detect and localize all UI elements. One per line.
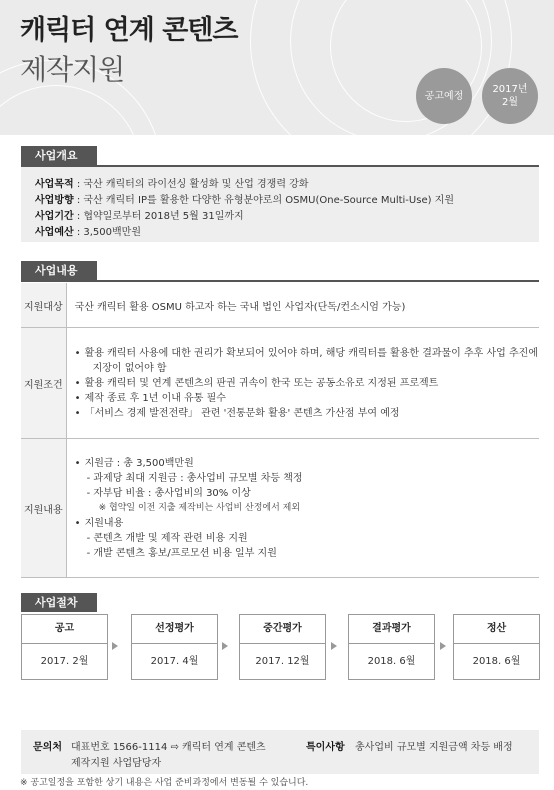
- row-label-target: 지원대상: [21, 283, 66, 328]
- section-label-content: 사업내용: [21, 261, 97, 280]
- process-step: [453, 614, 540, 680]
- contact-box: [21, 730, 539, 774]
- process-step-name: 선정평가: [132, 615, 217, 644]
- list-subitem: - 콘텐츠 개발 및 제작 관련 비용 지원: [86, 532, 248, 544]
- arrow-right-icon: [440, 642, 446, 650]
- process-step: [239, 614, 326, 680]
- special-label: 특이사항: [306, 742, 345, 753]
- list-subitem: - 과제당 최대 지원금 : 총사업비 규모별 차등 책정: [86, 472, 303, 484]
- section-label-overview: 사업개요: [21, 146, 97, 165]
- process-step-name: 중간평가: [240, 615, 325, 644]
- contact-line1: 대표번호 1566-1114 ⇨ 캐릭터 연계 콘텐츠: [71, 742, 266, 753]
- process-step-date: 2017. 12월: [255, 656, 310, 667]
- overview-row: 사업기간 : 협약일로부터 2018년 5월 31일까지: [35, 211, 244, 222]
- header-banner: [0, 0, 554, 135]
- date-badge-month: 2월: [501, 97, 519, 108]
- list-note: ※ 협약일 이전 지출 제작비는 사업비 산정에서 제외: [98, 502, 301, 513]
- list-subitem: - 개발 콘텐츠 홍보/프로모션 비용 일부 지원: [86, 547, 277, 559]
- process-step-date: 2017. 2월: [40, 656, 89, 667]
- list-item: • 활용 캐릭터 및 연계 콘텐츠의 판권 귀속이 한국 또는 공동소유로 지정된 프로젝트: [75, 376, 538, 391]
- process-step-date: 2018. 6월: [367, 656, 416, 667]
- contact-line2: 제작지원 사업담당자: [71, 758, 162, 769]
- process-step-date: 2017. 4월: [150, 656, 199, 667]
- overview-box: [21, 167, 539, 242]
- list-item: • 지원금 : 총 3,500백만원: [75, 456, 538, 471]
- date-badge: [482, 68, 538, 124]
- table-row: [21, 328, 539, 439]
- section-label-process: 사업절차: [21, 593, 97, 612]
- arrow-right-icon: [112, 642, 118, 650]
- process-step: [131, 614, 218, 680]
- process-step: [21, 614, 108, 680]
- list-item: • 제작 종료 후 1년 이내 유통 필수: [75, 391, 538, 406]
- list-subitem: - 자부담 비율 : 총사업비의 30% 이상: [86, 487, 251, 499]
- row-value-support: [66, 439, 539, 578]
- list-item: • 활용 캐릭터 사용에 대한 권리가 확보되어 있어야 하며, 해당 캐릭터를 활용한 결과물이 추후 사업 추진에: [75, 346, 538, 361]
- page-title: 캐릭터 연계 콘텐츠: [20, 15, 238, 46]
- contact-label: 문의처: [33, 742, 62, 753]
- process-step-name: 결과평가: [349, 615, 434, 644]
- date-badge-year: 2017년: [492, 84, 528, 95]
- footnote: ※ 공고일정을 포함한 상기 내용은 사업 준비과정에서 변동될 수 있습니다.: [20, 778, 309, 788]
- overview-row: 사업목적 : 국산 캐릭터의 라이선싱 활성화 및 산업 경쟁력 강화: [35, 179, 309, 190]
- process-step-name: 공고: [22, 615, 107, 644]
- process-step: [348, 614, 435, 680]
- content-table: [21, 283, 539, 578]
- announce-badge: [416, 68, 472, 124]
- list-item: • 「서비스 경제 발전전략」 관련 '전통문화 활용' 콘텐츠 가산점 부여 예정: [75, 406, 538, 421]
- row-value-target: 국산 캐릭터 활용 OSMU 하고자 하는 국내 법인 사업자(단독/컨소시엄 가능): [66, 283, 539, 328]
- overview-row: 사업예산 : 3,500백만원: [35, 227, 141, 238]
- list-item: • 지원내용: [75, 516, 538, 531]
- arrow-right-icon: [331, 642, 337, 650]
- row-label-condition: 지원조건: [21, 328, 66, 439]
- special-value: 총사업비 규모별 지원금액 차등 배정: [355, 742, 513, 753]
- overview-row: 사업방향 : 국산 캐릭터 IP를 활용한 다양한 유형분야로의 OSMU(One-Source Multi-Use) 지원: [35, 195, 454, 206]
- table-row: [21, 439, 539, 578]
- announce-badge-text: 공고예정: [424, 90, 464, 102]
- process-step-date: 2018. 6월: [472, 656, 521, 667]
- page-subtitle: 제작지원: [20, 53, 125, 86]
- row-value-condition: [66, 328, 539, 439]
- list-item-cont: 지장이 없어야 함: [92, 362, 167, 374]
- arrow-right-icon: [222, 642, 228, 650]
- process-step-name: 정산: [454, 615, 539, 644]
- row-label-support: 지원내용: [21, 439, 66, 578]
- divider: [21, 280, 539, 282]
- table-row: [21, 283, 539, 328]
